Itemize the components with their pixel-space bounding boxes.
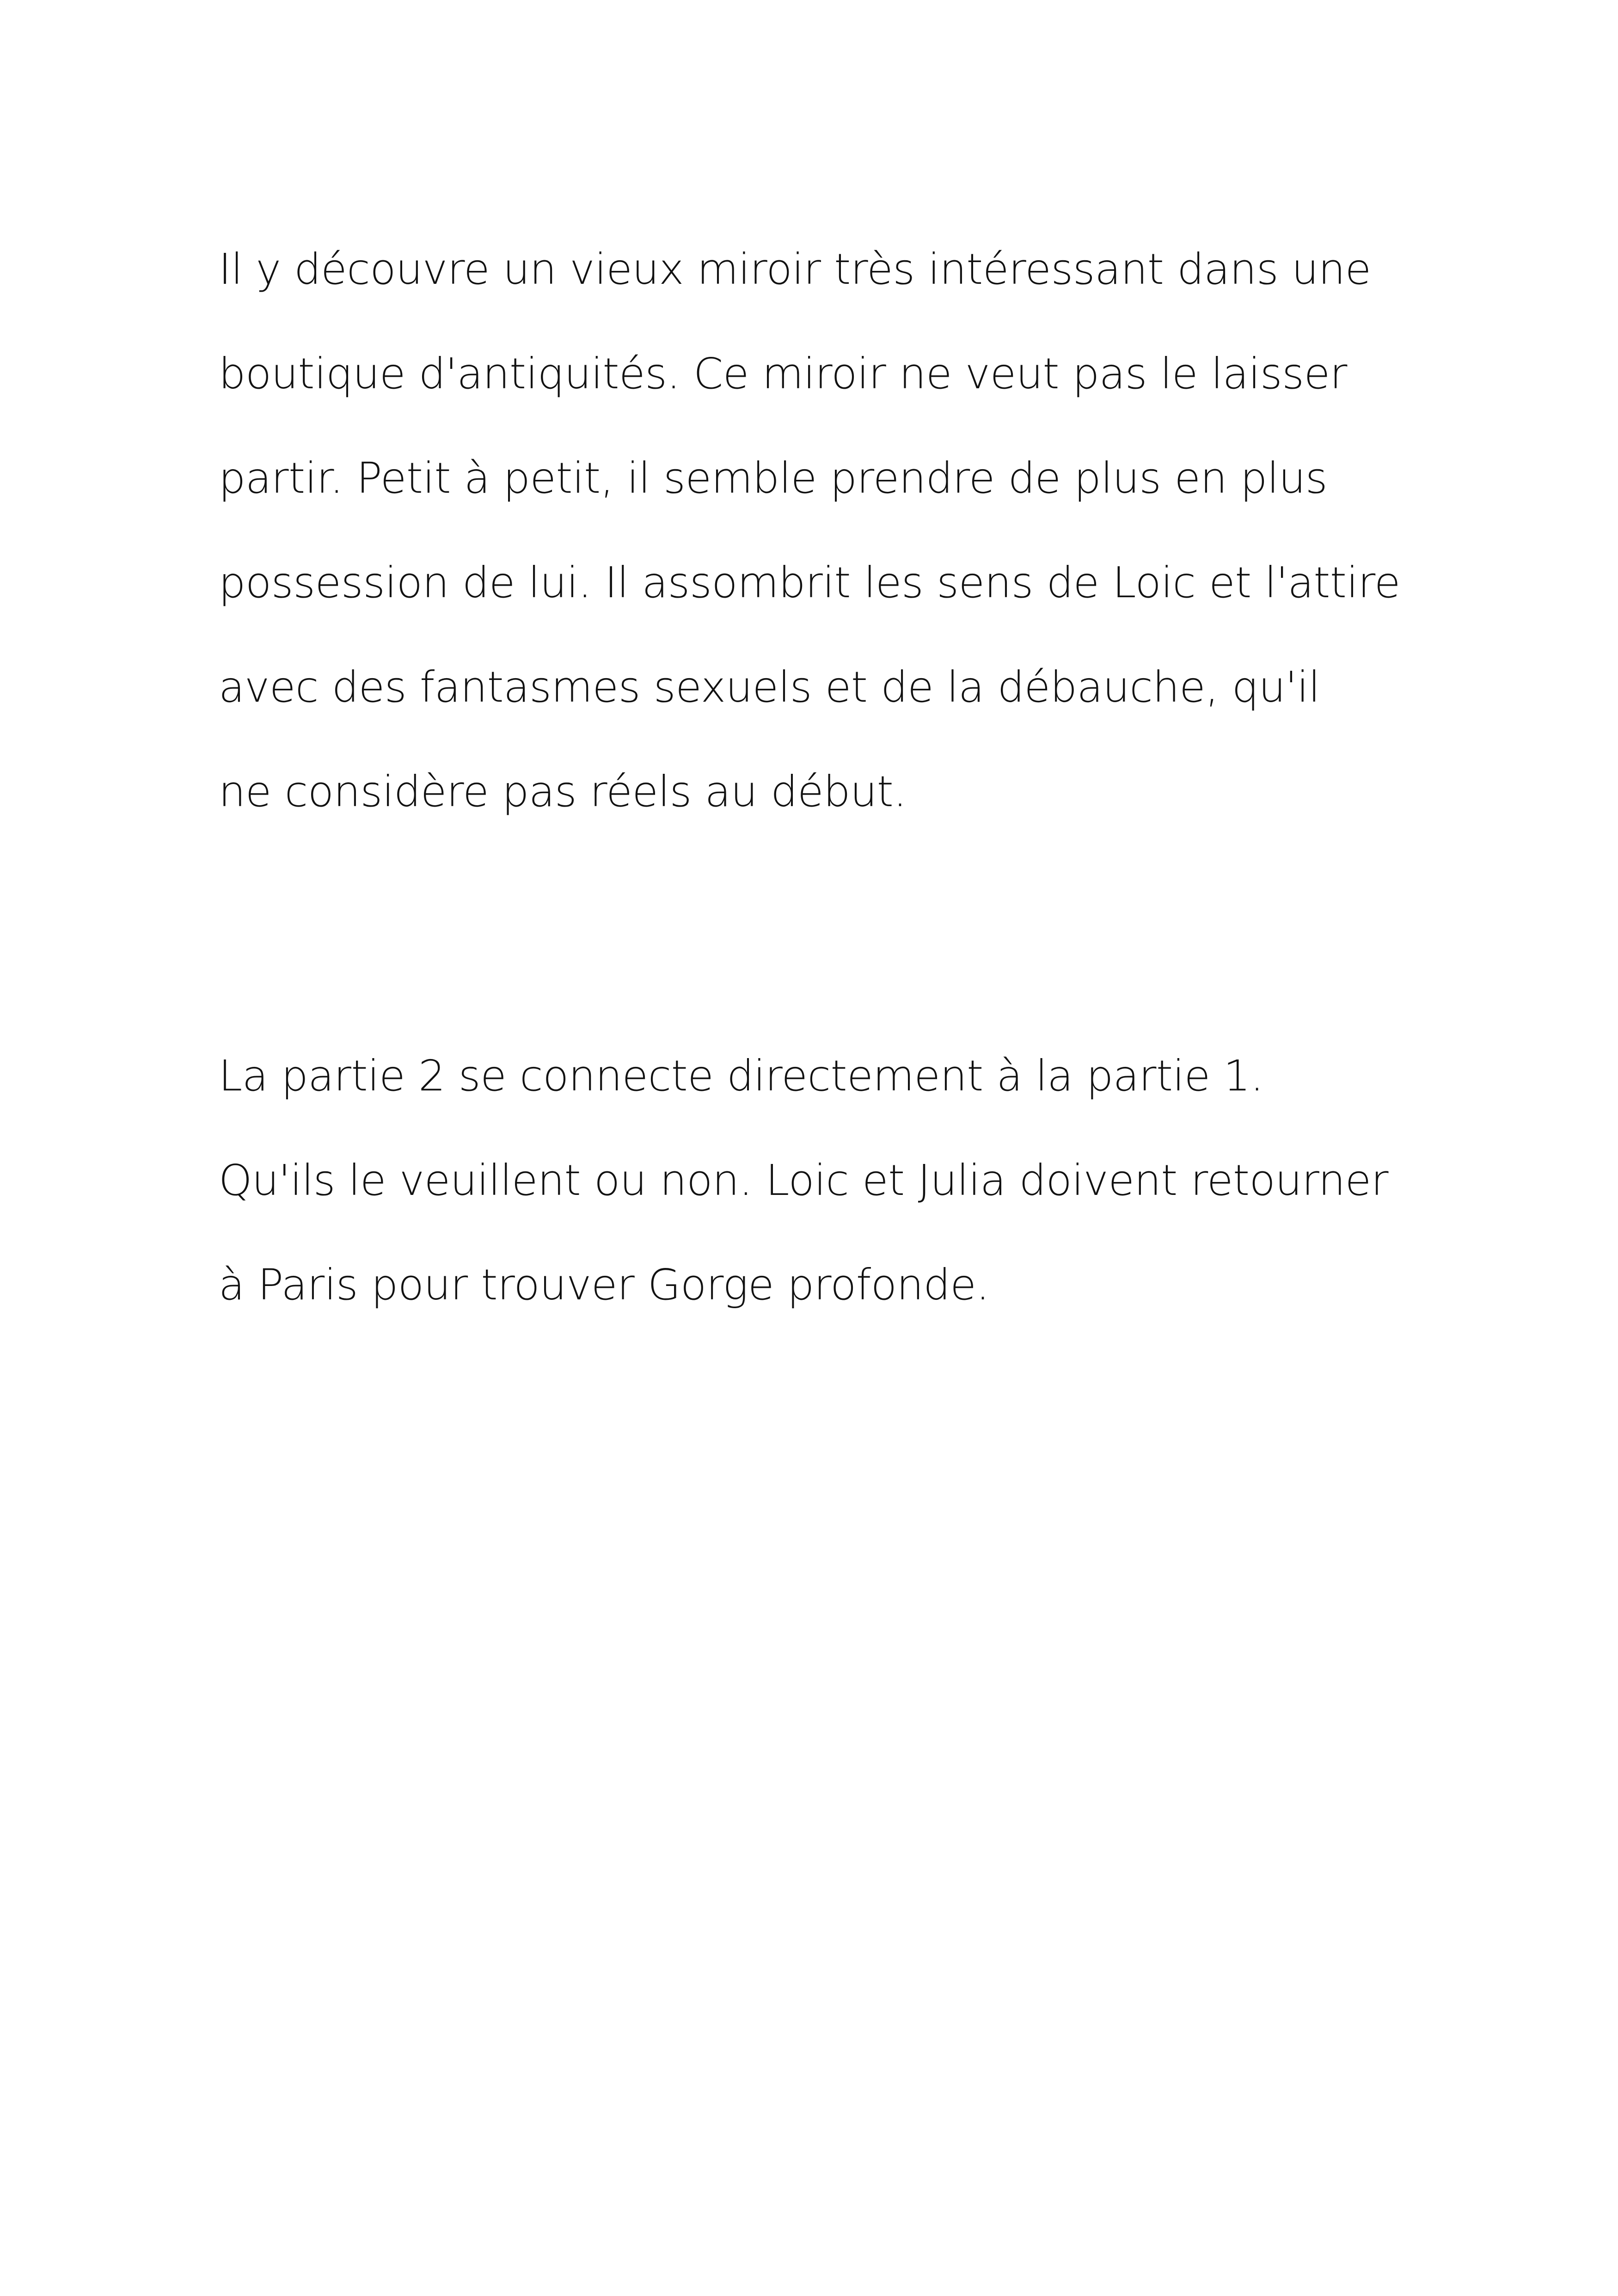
text-line: à Paris pour trouver Gorge profonde. — [219, 1260, 990, 1310]
text-line: Qu'ils le veuillent ou non. Loic et Julia doivent retourner — [219, 1156, 1389, 1205]
text-line: partir. Petit à petit, il semble prendre de plus en plus — [219, 453, 1328, 503]
text-line: La partie 2 se connecte directement à la partie 1. — [219, 1051, 1264, 1101]
paragraph-1 — [219, 217, 1467, 844]
text-line: Il y découvre un vieux miroir très intéressant dans une — [219, 245, 1371, 294]
text-line: ne considère pas réels au début. — [219, 767, 907, 816]
paragraph-2 — [219, 1024, 1467, 1337]
text-line: possession de lui. Il assombrit les sens de Loic et l'attire — [219, 558, 1400, 607]
text-line: avec des fantasmes sexuels et de la débauche, qu'il — [219, 662, 1320, 712]
text-line: boutique d'antiquités. Ce miroir ne veut pas le laisser — [219, 349, 1348, 398]
